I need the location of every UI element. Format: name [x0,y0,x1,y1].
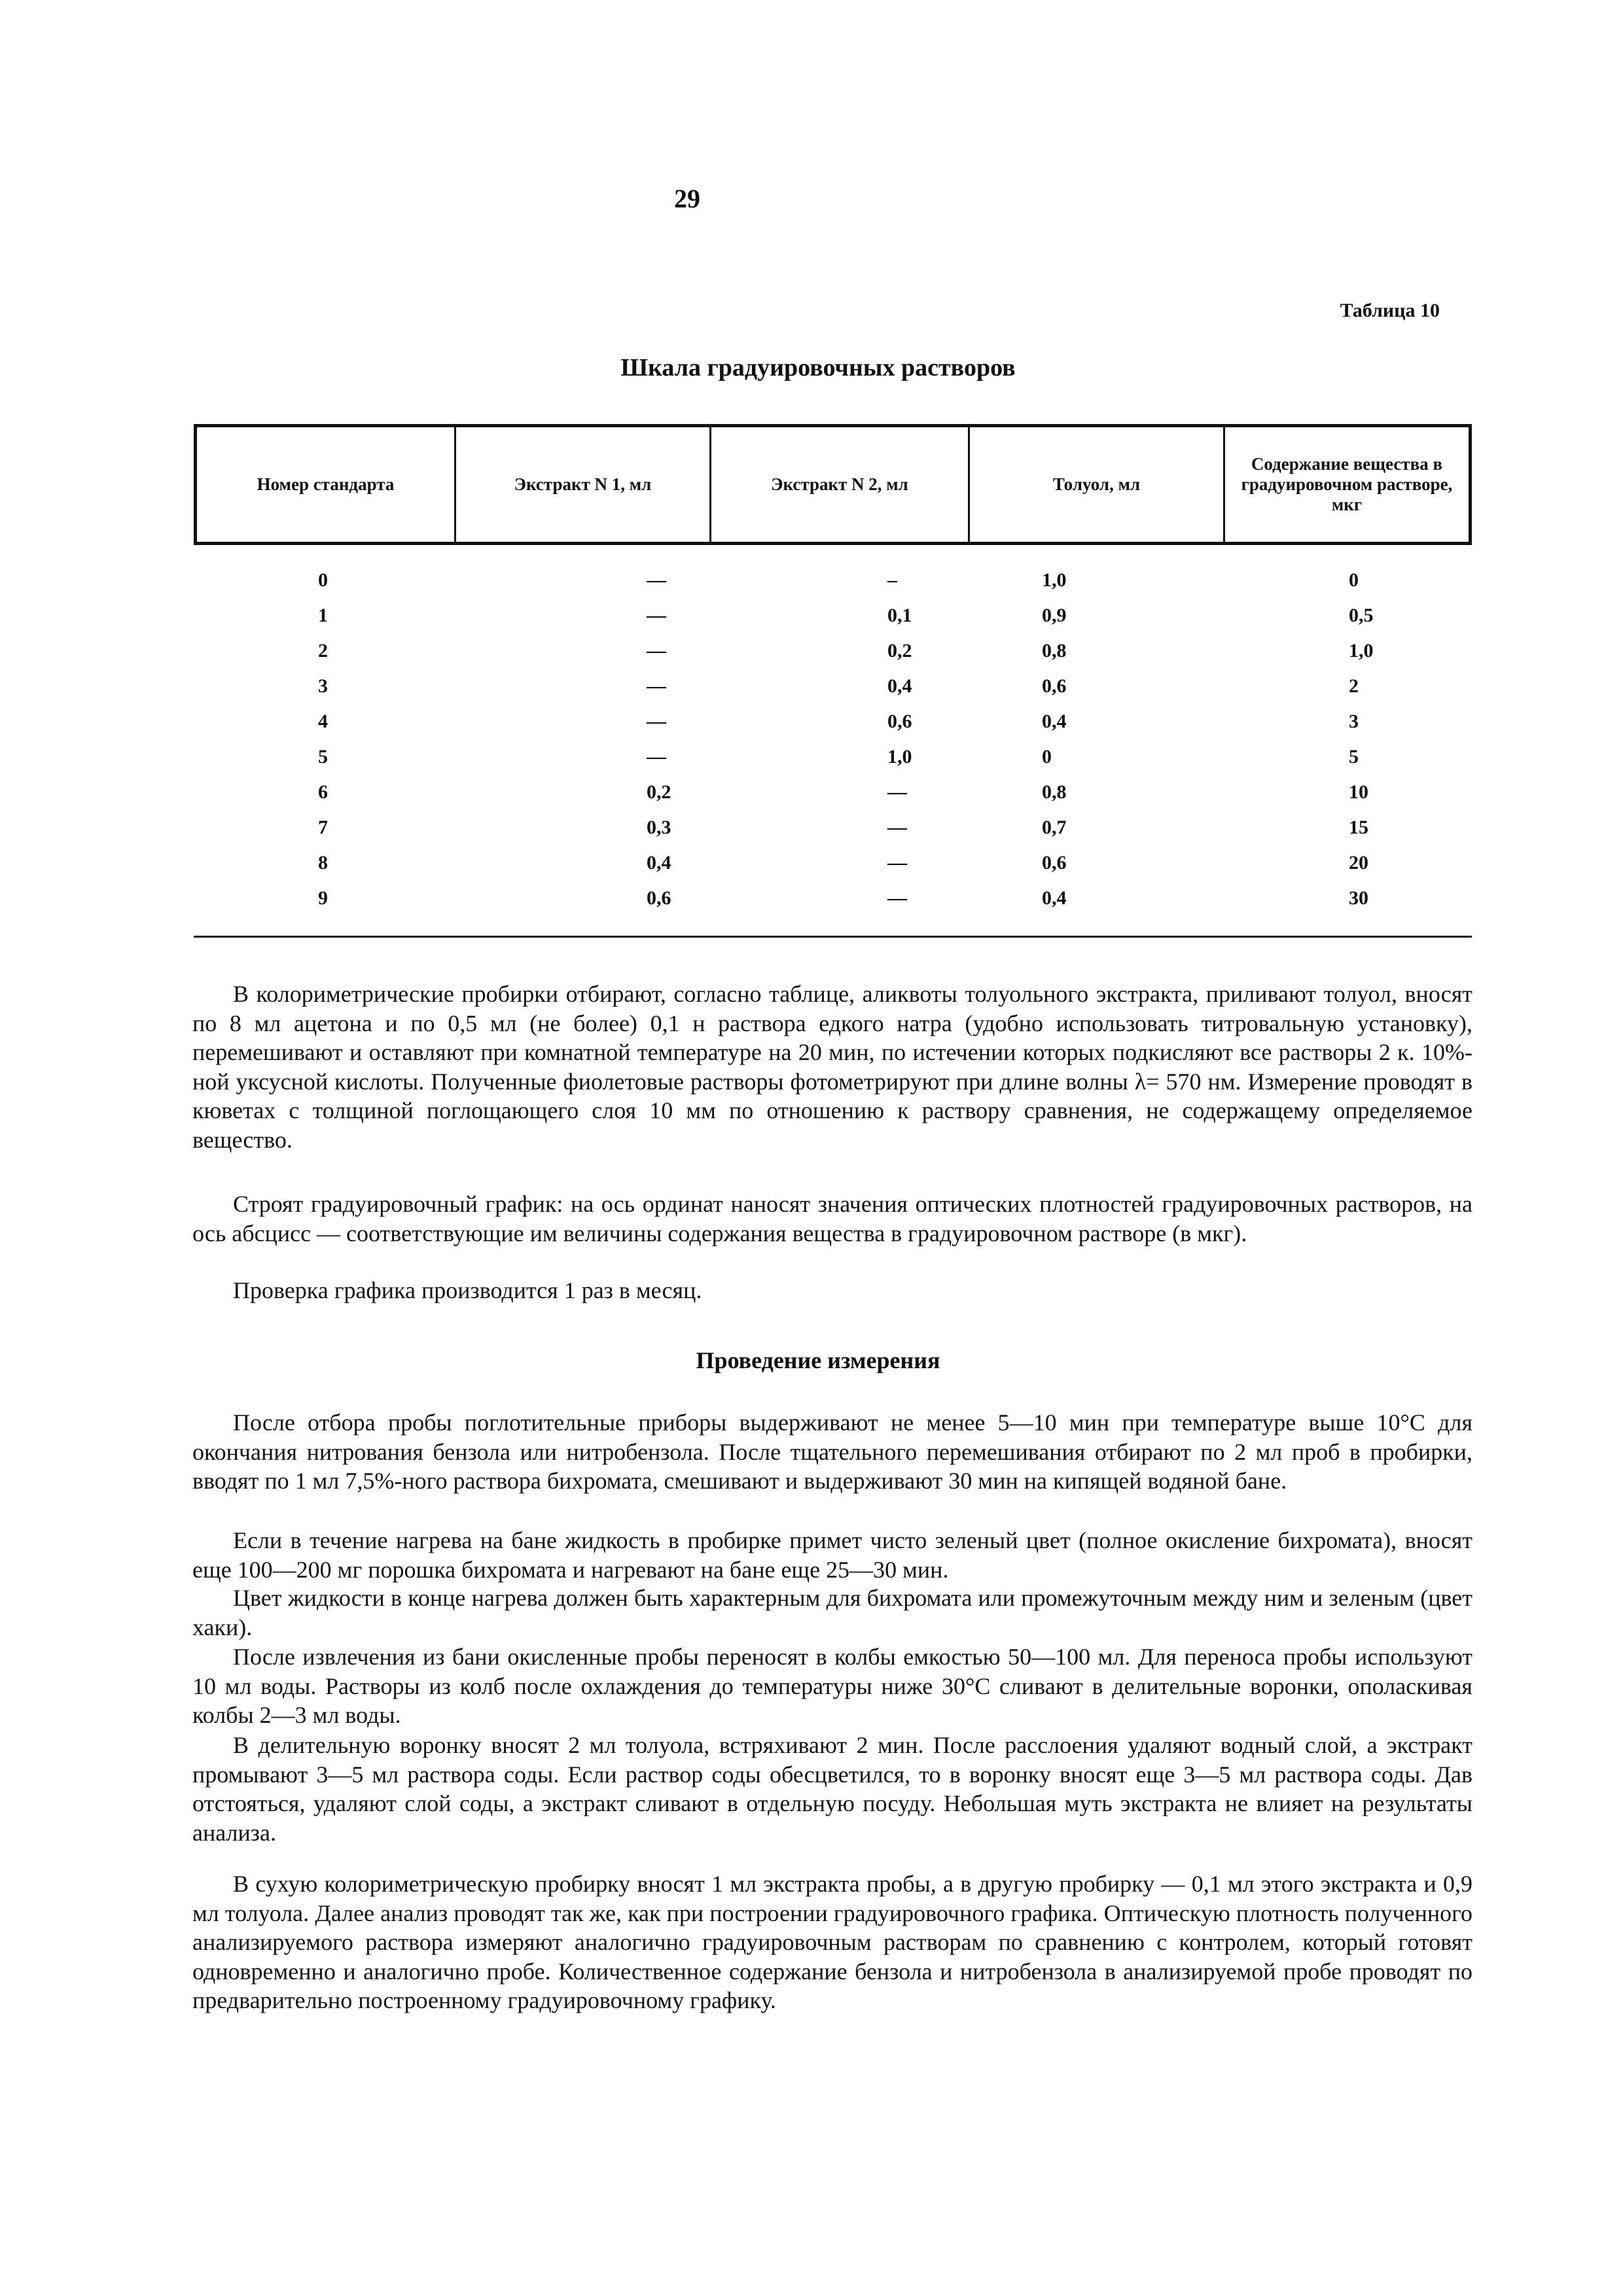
table-row [194,775,1472,810]
paragraph-measurement-4: После извлечения из бани окисленные пробы переносят в колбы емкостью 50—100 мл. Для переноса пробы используют 10 мл воды. Растворы из колб после охлаждения до температуры ниже 30°С сливают в делительные воронки, ополаскивая колбы 2—3 мл воды. [192,1644,1472,1728]
paragraph-measurement-1: После отбора пробы поглотительные приборы выдерживают не менее 5—10 мин при температуре выше 10°С для окончания нитрования бензола или нитробензола. После тщательного перемешивания отбирают по 2 мл проб в пробирки, вводят по 1 мл 7,5%-ного раствора бихромата, смешивают и выдерживают 30 мин на кипящей водяной бане. [192,1409,1472,1494]
table-cell: 0,9 [1042,605,1067,626]
table-cell: 0,4 [647,852,671,874]
paragraph-calibration-graph: Строят градуировочный график: на ось ординат наносят значения оптических плотностей градуировочных растворов, на ось абсцисс — соответствующие им величины содержания вещества в градуировочном растворе (в мкг). [192,1191,1472,1246]
paragraph-graph-check: Проверка графика производится 1 раз в месяц. [233,1277,702,1303]
table-row [194,669,1472,704]
table-row [194,739,1472,775]
paragraph-measurement-3: Цвет жидкости в конце нагрева должен быть характерным для бихромата или промежуточным между ним и зеленым (цвет хаки). [192,1585,1472,1640]
table-cell: 7 [318,817,328,838]
table-cell: 0,6 [887,711,912,732]
table-row [194,704,1472,739]
table-cell: 5 [1349,746,1359,768]
paragraph-colorimetric-procedure: В колориметрические пробирки отбирают, согласно таблице, аликвоты толуольного экстракта, приливают толуол, вносят по 8 мл ацетона и по 0,5 мл (не более) 0,1 н раствора едкого натра (удобно использовать титровальную установку), перемешивают и оставляют при комнатной температуре на 20 мин, по истечении которых подкисляют все растворы 2 к. 10%-ной уксусной кислоты. Полученные фиолетовые растворы фотометрируют при длине волны λ= 570 нм. Измерение проводят в кюветах с толщиной поглощающего слоя 10 мм по отношению к раствору сравнения, не содержащему определяемое вещество. [192,981,1473,1153]
header-extract-1: Экстракт N 1, мл [456,427,711,542]
table-cell: 1,0 [887,746,912,768]
table-cell: 0,6 [1042,675,1067,697]
table-cell: 0,6 [647,887,671,909]
table-cell: 0 [318,569,328,591]
table-cell: 2 [1349,675,1359,697]
table-row [194,881,1472,916]
table-cell: 0,5 [1349,605,1374,626]
table-cell: 0,4 [887,675,912,697]
table-cell: 8 [318,852,328,874]
table-row [194,563,1472,598]
table-cell: 0,4 [1042,711,1067,732]
header-substance-content: Содержание вещества в градуировочном растворе, мкг [1241,453,1453,515]
table-cell: 0,7 [1042,817,1067,838]
table-cell: — [887,817,907,838]
table-cell: — [647,746,666,768]
table-cell: 0 [1349,569,1359,591]
table-row [194,633,1472,669]
table-title: Шкала градуировочных растворов [620,354,1016,381]
page-number: 29 [674,184,700,213]
table-cell: 1 [318,605,328,626]
table-cell: 20 [1349,852,1368,874]
table-cell: 3 [1349,711,1359,732]
table-row [194,845,1472,881]
table-header [194,424,1472,545]
header-toluene: Толуол, мл [970,427,1225,542]
table-bottom-rule [194,936,1472,938]
table-cell: 30 [1349,887,1368,909]
table-row [194,810,1472,845]
table-cell: 0,3 [647,817,671,838]
table-label: Таблица 10 [1340,300,1440,321]
section-heading: Проведение измерения [696,1347,940,1373]
table-cell: 0,8 [1042,640,1067,662]
table-row [194,598,1472,633]
table-cell: — [887,887,907,909]
table-cell: 10 [1349,781,1368,803]
table-cell: — [647,605,666,626]
table-cell: 0,6 [1042,852,1067,874]
table-cell: — [887,781,907,803]
table-cell: 4 [318,711,328,732]
table-cell: — [887,852,907,874]
table-cell: 0,2 [887,640,912,662]
table-cell: 1,0 [1042,569,1067,591]
paragraph-measurement-5: В делительную воронку вносят 2 мл толуола, встряхивают 2 мин. После расслоения удаляют водный слой, а экстракт промывают 3—5 мл раствора соды. Если раствор соды обесцветился, то в воронку вносят еще 3—5 мл раствора соды. Дав отстояться, удаляют слой соды, а экстракт сливают в отдельную посуду. Небольшая муть экстракта не влияет на результаты анализа. [192,1732,1472,1846]
paragraph-measurement-2: Если в течение нагрева на бане жидкость в пробирке примет чисто зеленый цвет (полное окисление бихромата), вносят еще 100—200 мг порошка бихромата и нагревают на бане еще 25—30 мин. [192,1527,1472,1583]
table-cell: — [647,569,666,591]
paragraph-measurement-6: В сухую колориметрическую пробирку вносят 1 мл экстракта пробы, а в другую пробирку — 0,1 мл этого экстракта и 0,9 мл толуола. Далее анализ проводят так же, как при построении градуировочного графика. Оптическую плотность полученного анализируемого раствора измеряют аналогично градуировочным растворам по сравнению с контролем, который готовят одновременно и аналогично пробе. Количественное содержание бензола и нитробензола в анализируемой пробе проводят по предварительно построенному градуировочному графику. [192,1871,1472,2013]
table-cell: 0,1 [887,605,912,626]
table-cell: 5 [318,746,328,768]
table-cell: 0 [1042,746,1052,768]
table-cell: 1,0 [1349,640,1374,662]
table-body [194,563,1472,916]
table-cell: 0,4 [1042,887,1067,909]
table-cell: — [647,640,666,662]
table-cell: 15 [1349,817,1368,838]
table-cell: 0,8 [1042,781,1067,803]
table-cell: 3 [318,675,328,697]
table-cell: – [887,569,897,591]
table-cell: 2 [318,640,328,662]
table-cell: 9 [318,887,328,909]
table-cell: 6 [318,781,328,803]
table-cell: 0,2 [647,781,671,803]
header-standard-number: Номер стандарта [197,427,456,542]
table-cell: — [647,711,666,732]
header-extract-2: Экстракт N 2, мл [711,427,970,542]
table-cell: — [647,675,666,697]
